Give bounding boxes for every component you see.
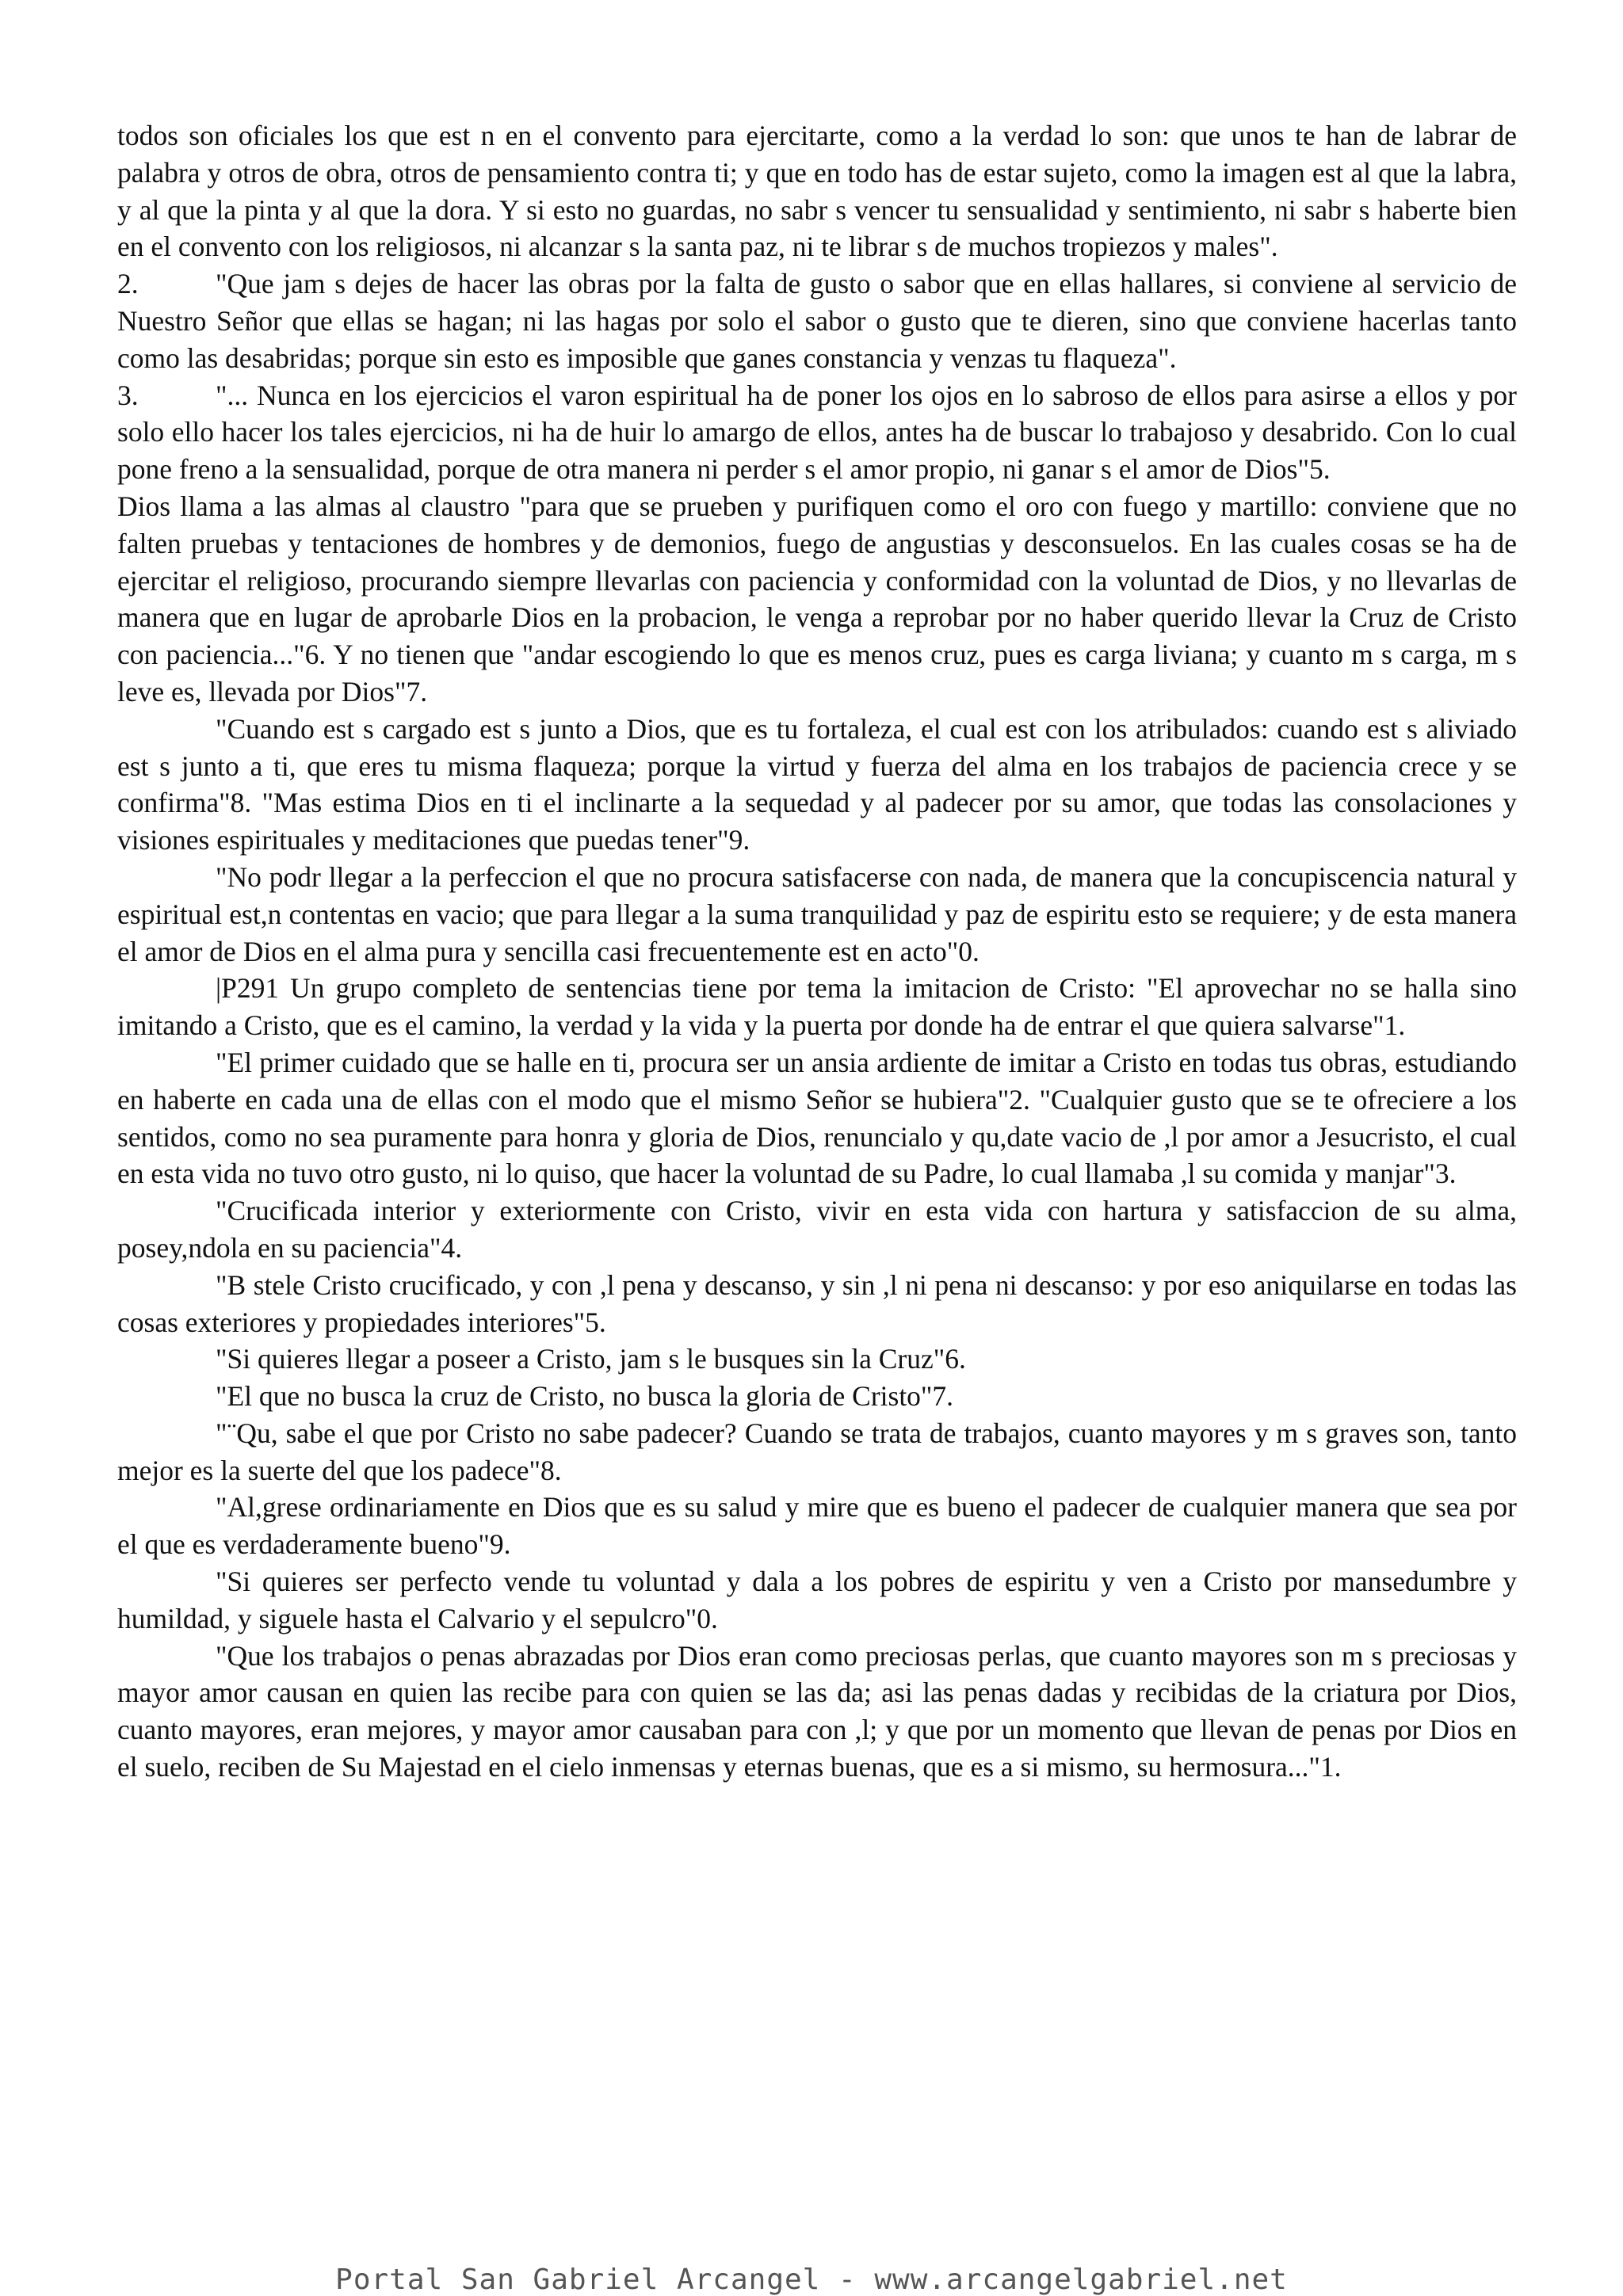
page-footer: Portal San Gabriel Arcangel - www.arcangelgabriel.net xyxy=(335,2264,1288,2296)
paragraph xyxy=(117,1638,1517,1786)
paragraph xyxy=(117,1378,1517,1415)
document-body xyxy=(117,117,1517,1786)
paragraph-text: "No podr llegar a la perfeccion el que no procura satisfacerse con nada, de manera que la concupiscencia natural y espiritual est,n contentas en vacio; que para llegar a la suma tranquilidad y paz de espiritu esto se requiere; y de esta manera el amor de Dios en el alma pura y sencilla casi frecuentemente est en acto"0. xyxy=(117,860,1517,967)
paragraph xyxy=(117,488,1517,711)
paragraph-text: "El primer cuidado que se halle en ti, procura ser un ansia ardiente de imitar a Cristo en todas tus obras, estudiando en haberte en cada una de ellas con el modo que el mismo Señor se hubiera"2. "Cualquier gusto que se te ofreciere a los sentidos, como no sea puramente para honra y gloria de Dios, renuncialo y qu,date vacio de ,l por amor a Jesucristo, el cual en esta vida no tuvo otro gusto, ni lo quiso, que hacer la voluntad de su Padre, lo cual llamaba ,l su comida y manjar"3. xyxy=(117,1046,1517,1190)
paragraph xyxy=(117,711,1517,859)
paragraph xyxy=(117,1192,1517,1267)
paragraph xyxy=(117,117,1517,265)
paragraph-number: 2. xyxy=(117,268,139,300)
paragraph-text: "Cuando est s cargado est s junto a Dios, que es tu fortaleza, el cual est con los atribulados: cuando est s aliviado est s junto a ti, que eres tu misma flaqueza; porque la virtud y fuerza del alma en los trabajos de paciencia crece y se confirma"8. "Mas estima Dios en ti el inclinarte a la sequedad y al padecer por su amor, que todas las consolaciones y visiones espirituales y meditaciones que puedas tener"9. xyxy=(117,712,1517,856)
paragraph-text: "B stele Cristo crucificado, y con ,l pena y descanso, y sin ,l ni pena ni descanso: y por eso aniquilarse en todas las cosas exteriores y propiedades interiores"5. xyxy=(117,1268,1517,1338)
paragraph-numbered xyxy=(117,265,1517,376)
paragraph-text: "Que los trabajos o penas abrazadas por Dios eran como preciosas perlas, que cuanto mayores son m s preciosas y mayor amor causan en quien las recibe para con quien se las da; asi las penas dadas y recibidas de la criatura por Dios, cuanto mayores, eran mejores, y mayor amor causaban para con ,l; y que por un momento que llevan de penas por Dios en el suelo, reciben de Su Majestad en el cielo inmensas y eternas buenas, que es a si mismo, su hermosura..."1. xyxy=(117,1639,1517,1783)
paragraph-text: "Si quieres llegar a poseer a Cristo, jam s le busques sin la Cruz"6. xyxy=(216,1343,966,1375)
paragraph-text: "El que no busca la cruz de Cristo, no busca la gloria de Cristo"7. xyxy=(216,1380,954,1413)
paragraph-text: "Al,grese ordinariamente en Dios que es su salud y mire que es bueno el padecer de cualquier manera que sea por el que es verdaderamente bueno"9. xyxy=(117,1491,1517,1561)
paragraph-numbered xyxy=(117,377,1517,488)
paragraph-number: 3. xyxy=(117,379,139,411)
paragraph-text: "¨Qu, sabe el que por Cristo no sabe padecer? Cuando se trata de trabajos, cuanto mayores y m s graves son, tanto mejor es la suerte del que los padece"8. xyxy=(117,1417,1517,1486)
paragraph xyxy=(117,1489,1517,1563)
paragraph-text: "Que jam s dejes de hacer las obras por la falta de gusto o sabor que en ellas hallares, si conviene al servicio de Nuestro Señor que ellas se hagan; ni las hagas por solo el sabor o gusto que te dieren, sino que conviene hacerlas tanto como las desabridas; porque sin esto es imposible que ganes constancia y venzas tu flaqueza". xyxy=(117,268,1517,374)
paragraph xyxy=(117,859,1517,970)
paragraph-text: |P291 Un grupo completo de sentencias tiene por tema la imitacion de Cristo: "El aprovechar no se halla sino imitando a Cristo, que es el camino, la verdad y la vida y la puerta por donde ha de entrar el que quiera salvarse"1. xyxy=(117,972,1517,1042)
paragraph-text: todos son oficiales los que est n en el convento para ejercitarte, como a la verdad lo son: que unos te han de labrar de palabra y otros de obra, otros de pensamiento contra ti; y que en todo has de estar sujeto, como la imagen est al que la labra, y al que la pinta y al que la dora. Y si esto no guardas, no sabr s vencer tu sensualidad y sentimiento, ni sabr s haberte bien en el convento con los religiosos, ni alcanzar s la santa paz, ni te librar s de muchos tropiezos y males". xyxy=(117,120,1517,263)
paragraph xyxy=(117,1044,1517,1192)
paragraph xyxy=(117,970,1517,1044)
paragraph xyxy=(117,1415,1517,1489)
paragraph-text: "Crucificada interior y exteriormente con Cristo, vivir en esta vida con hartura y satisfaccion de su alma, posey,ndola en su paciencia"4. xyxy=(117,1195,1517,1264)
paragraph xyxy=(117,1341,1517,1378)
paragraph xyxy=(117,1563,1517,1638)
paragraph-text: Dios llama a las almas al claustro "para que se prueben y purifiquen como el oro con fuego y martillo: conviene que no falten pruebas y tentaciones de hombres y de demonios, fuego de angustias y desconsuelos. En las cuales cosas se ha de ejercitar el religioso, procurando siempre llevarlas con paciencia y conformidad con la voluntad de Dios, y no llevarlas de manera que en lugar de aprobarle Dios en la probacion, le venga a reprobar por no haber querido llevar la Cruz de Cristo con paciencia..."6. Y no tienen que "andar escogiendo lo que es menos cruz, pues es carga liviana; y cuanto m s carga, m s leve es, llevada por Dios"7. xyxy=(117,490,1517,707)
paragraph xyxy=(117,1267,1517,1341)
paragraph-text: "... Nunca en los ejercicios el varon espiritual ha de poner los ojos en lo sabroso de ellos para asirse a ellos y por solo ello hacer los tales ejercicios, ni ha de huir lo amargo de ellos, antes ha de buscar lo trabajoso y desabrido. Con lo cual pone freno a la sensualidad, porque de otra manera ni perder s el amor propio, ni ganar s el amor de Dios"5. xyxy=(117,379,1517,486)
paragraph-text: "Si quieres ser perfecto vende tu voluntad y dala a los pobres de espiritu y ven a Cristo por mansedumbre y humildad, y siguele hasta el Calvario y el sepulcro"0. xyxy=(117,1566,1517,1634)
